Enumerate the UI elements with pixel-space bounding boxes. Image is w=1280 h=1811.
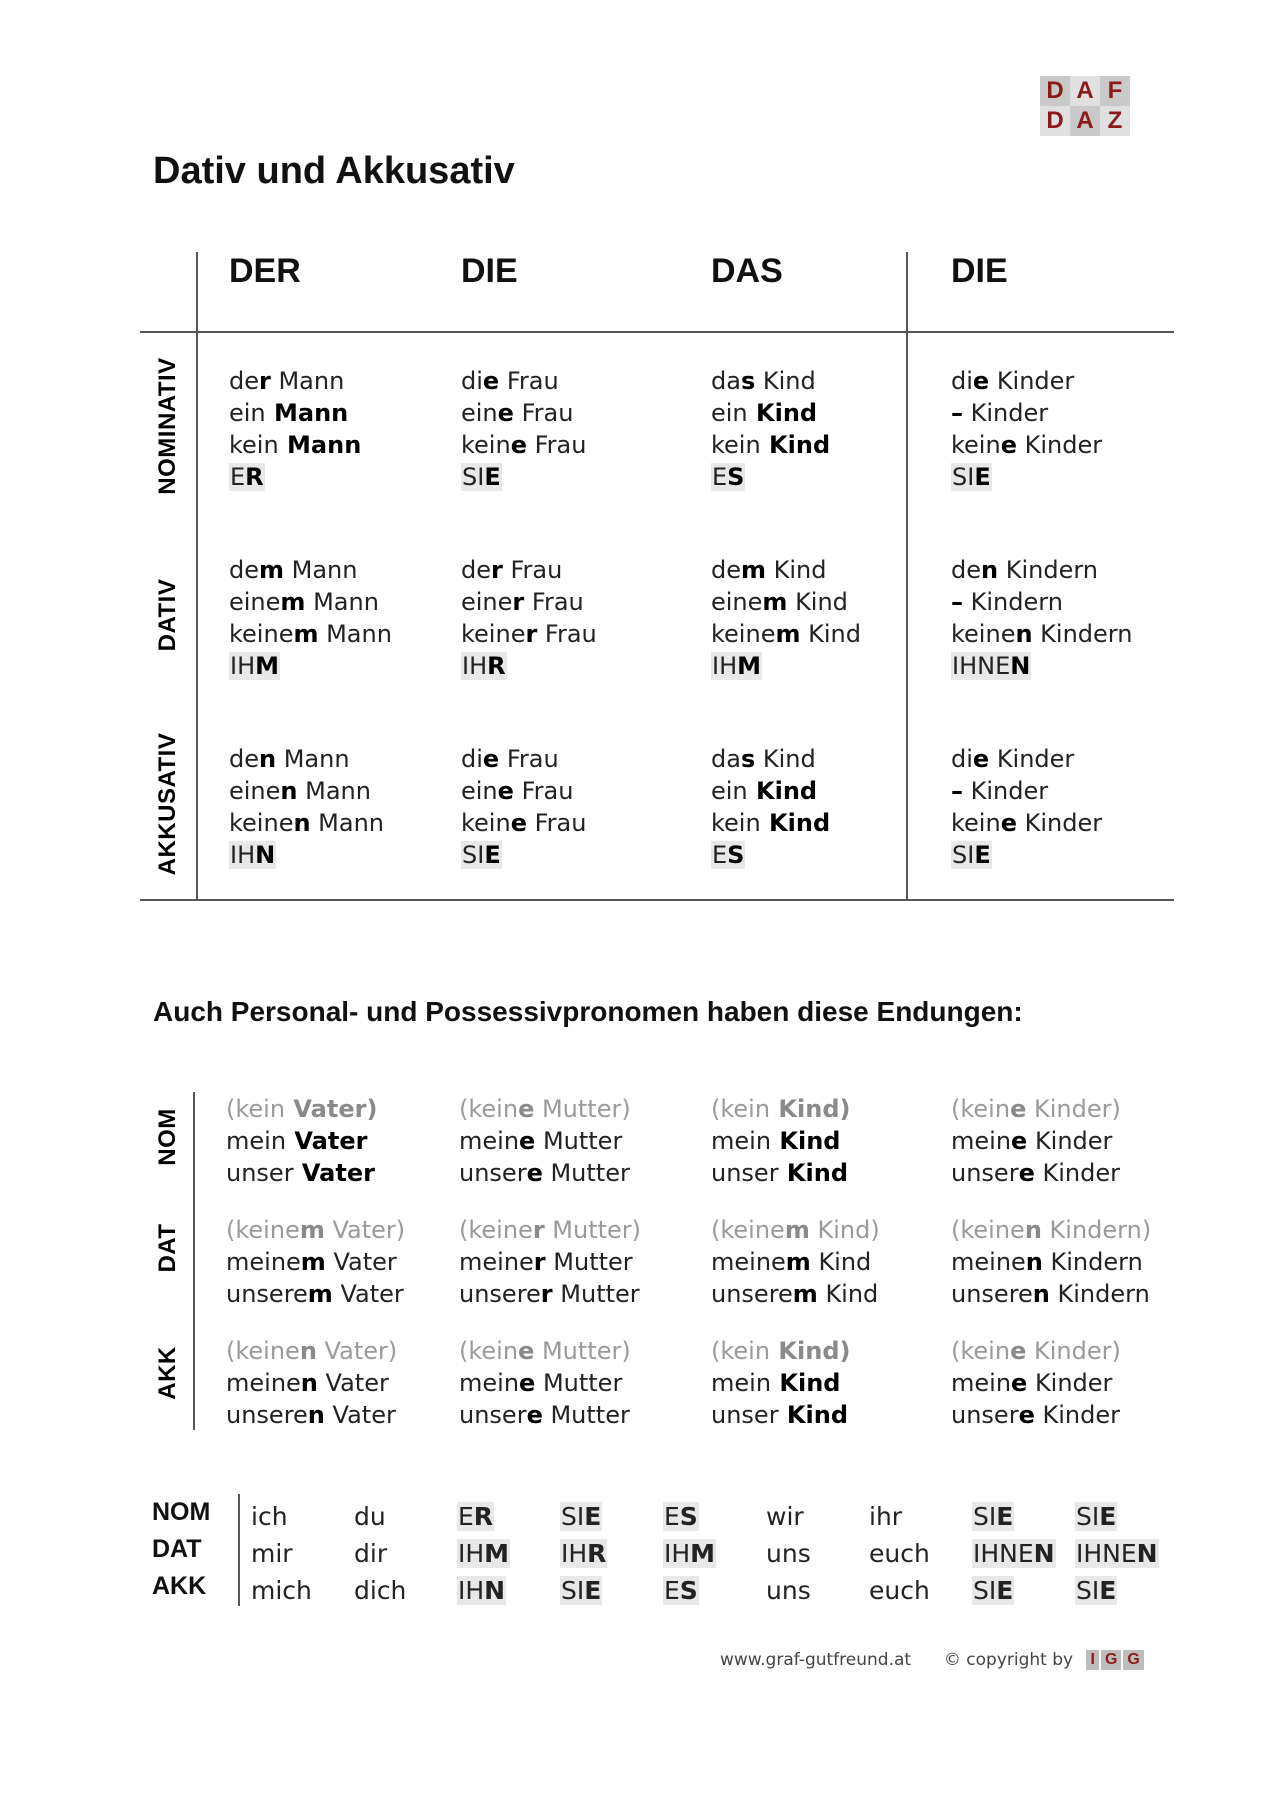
cell-line: keine Kinder	[951, 431, 1103, 459]
pronoun-cell: dir	[354, 1539, 388, 1568]
declension-cell	[951, 743, 1102, 871]
pronoun-cell: IHM	[458, 1539, 510, 1568]
cell-line: (kein Kind)	[711, 1095, 851, 1123]
cell-line: keinem Mann	[229, 620, 392, 648]
column-header-das: DAS	[711, 252, 783, 290]
igg-logo	[1086, 1650, 1143, 1670]
cell-line: mein Vater	[226, 1127, 368, 1155]
cell-line: – Kinder	[951, 777, 1049, 805]
declension-cell	[951, 554, 1132, 682]
pronoun-label-akk: AKK	[152, 1572, 207, 1600]
pronoun-cell: euch	[869, 1539, 930, 1568]
pronoun-cell: du	[354, 1502, 386, 1531]
cell-line: IHNEN	[952, 652, 1031, 680]
possessive-cell	[711, 1335, 850, 1431]
cell-line: unserem Kind	[711, 1280, 879, 1308]
cell-line: unser Kind	[711, 1159, 849, 1187]
pronoun-cell: uns	[766, 1576, 811, 1605]
table-divider	[140, 899, 1174, 901]
cell-line: – Kinder	[951, 399, 1049, 427]
pronoun-cell: SIE	[561, 1576, 602, 1605]
cell-line: den Mann	[229, 745, 350, 773]
declension-cell	[461, 743, 586, 871]
cell-line: ES	[712, 463, 745, 491]
possessive-cell	[951, 1093, 1121, 1189]
possessive-cell	[951, 1335, 1121, 1431]
column-header-die: DIE	[461, 252, 518, 290]
pronoun-cell: IHR	[561, 1539, 607, 1568]
cell-line: kein Kind	[711, 431, 831, 459]
pronoun-label-nom: NOM	[152, 1498, 211, 1526]
possessive-cell	[711, 1093, 850, 1189]
table-divider	[193, 1092, 195, 1430]
column-header-der: DER	[229, 252, 301, 290]
cell-line: einem Mann	[229, 588, 379, 616]
cell-line: den Kindern	[951, 556, 1098, 584]
cell-line: (kein Vater)	[226, 1095, 378, 1123]
cell-line: (keine Kinder)	[951, 1095, 1121, 1123]
logo-letter: F	[1100, 76, 1130, 106]
declension-cell	[461, 554, 597, 682]
website-link[interactable]: www.graf-gutfreund.at	[720, 1650, 912, 1670]
possessive-cell	[951, 1214, 1151, 1310]
cell-line: ein Kind	[711, 399, 818, 427]
cell-line: SIE	[952, 463, 991, 491]
cell-line: (keine Kinder)	[951, 1337, 1121, 1365]
possessive-cell	[226, 1093, 377, 1189]
cell-line: unser Vater	[226, 1159, 375, 1187]
cell-line: unseren Kindern	[951, 1280, 1150, 1308]
pronoun-cell: wir	[766, 1502, 804, 1531]
possessive-cell	[226, 1214, 405, 1310]
pronoun-cell: IHM	[664, 1539, 716, 1568]
footer	[720, 1650, 1144, 1670]
cell-line: ein Mann	[229, 399, 349, 427]
table-divider	[196, 252, 198, 900]
cell-line: unseren Vater	[226, 1401, 396, 1429]
cell-line: die Kinder	[951, 367, 1075, 395]
cell-line: meinen Vater	[226, 1369, 389, 1397]
declension-cell	[711, 743, 830, 871]
cell-line: (keine Mutter)	[459, 1337, 631, 1365]
cell-line: dem Kind	[711, 556, 827, 584]
cell-line: (kein Kind)	[711, 1337, 851, 1365]
cell-line: (keinen Kindern)	[951, 1216, 1152, 1244]
declension-cell	[951, 365, 1102, 493]
cell-line: eine Frau	[461, 777, 574, 805]
cell-line: ES	[712, 841, 745, 869]
possessive-cell	[459, 1093, 631, 1189]
cell-line: unsere Mutter	[459, 1401, 630, 1429]
pronoun-row	[251, 1572, 1175, 1609]
cell-line: IHM	[230, 652, 280, 680]
igg-letter: G	[1123, 1650, 1143, 1670]
pronoun-divider	[238, 1494, 240, 1606]
pronoun-cell: SIE	[973, 1502, 1014, 1531]
pronoun-cell: SIE	[1076, 1576, 1117, 1605]
cell-line: dem Mann	[229, 556, 358, 584]
cell-line: die Frau	[461, 745, 559, 773]
pronoun-cell: ER	[458, 1502, 494, 1531]
pronoun-cell: IHNEN	[973, 1539, 1055, 1568]
cell-line: IHR	[462, 652, 506, 680]
cell-line: einen Mann	[229, 777, 371, 805]
possessive-cell	[226, 1335, 397, 1431]
cell-line: keinen Kindern	[951, 620, 1133, 648]
logo-letter: A	[1070, 106, 1100, 136]
cell-line: meinem Kind	[711, 1248, 872, 1276]
cell-line: unsere Mutter	[459, 1159, 630, 1187]
declension-cell	[711, 365, 830, 493]
pronoun-labels	[152, 1498, 210, 1609]
cell-line: meine Kinder	[951, 1127, 1113, 1155]
cell-line: keine Frau	[461, 431, 587, 459]
cell-line: der Frau	[461, 556, 563, 584]
pronoun-row	[251, 1535, 1175, 1572]
cell-line: unserem Vater	[226, 1280, 404, 1308]
cell-line: meine Mutter	[459, 1127, 623, 1155]
igg-letter: I	[1086, 1650, 1098, 1670]
pronoun-cell: ES	[664, 1576, 698, 1605]
row-label-akk: AKK	[154, 1346, 181, 1400]
pronoun-table	[251, 1498, 1175, 1609]
copyright-text: © copyright by	[943, 1650, 1074, 1670]
cell-line: meiner Mutter	[459, 1248, 633, 1276]
cell-line: (keinem Vater)	[226, 1216, 406, 1244]
pronoun-cell: SIE	[1076, 1502, 1117, 1531]
cell-line: die Frau	[461, 367, 559, 395]
dafdaz-logo	[1040, 76, 1130, 136]
cell-line: eine Frau	[461, 399, 574, 427]
row-label-dat: DAT	[154, 1223, 181, 1273]
logo-letter: A	[1070, 76, 1100, 106]
possessive-cell	[711, 1214, 880, 1310]
cell-line: keine Frau	[461, 809, 587, 837]
possessive-cell	[459, 1335, 631, 1431]
cell-line: SIE	[952, 841, 991, 869]
pronoun-grid	[251, 1498, 1175, 1609]
pronoun-cell: SIE	[973, 1576, 1014, 1605]
cell-line: die Kinder	[951, 745, 1075, 773]
cell-line: mein Kind	[711, 1369, 841, 1397]
pronoun-cell: IHN	[458, 1576, 506, 1605]
cell-line: einem Kind	[711, 588, 848, 616]
cell-line: meine Kinder	[951, 1369, 1113, 1397]
pronoun-cell: ihr	[869, 1502, 903, 1531]
table-divider	[140, 331, 1174, 333]
cell-line: SIE	[462, 841, 501, 869]
cell-line: unser Kind	[711, 1401, 849, 1429]
declension-cell	[711, 554, 861, 682]
cell-line: keinem Kind	[711, 620, 861, 648]
row-label-dativ: DATIV	[154, 578, 181, 652]
possessive-cell	[459, 1214, 641, 1310]
cell-line: kein Kind	[711, 809, 831, 837]
table-divider	[906, 252, 908, 900]
cell-line: keiner Frau	[461, 620, 597, 648]
logo-letter: D	[1040, 76, 1070, 106]
section-subtitle: Auch Personal- und Possessivpronomen haben diese Endungen:	[153, 996, 1023, 1027]
pronoun-cell: SIE	[561, 1502, 602, 1531]
declension-cell	[461, 365, 586, 493]
cell-line: keinen Mann	[229, 809, 385, 837]
cell-line: kein Mann	[229, 431, 362, 459]
cell-line: das Kind	[711, 745, 816, 773]
cell-line: meinem Vater	[226, 1248, 397, 1276]
cell-line: SIE	[462, 463, 501, 491]
cell-line: keine Kinder	[951, 809, 1103, 837]
cell-line: (keiner Mutter)	[459, 1216, 642, 1244]
cell-line: mein Kind	[711, 1127, 841, 1155]
cell-line: ER	[230, 463, 264, 491]
cell-line: ein Kind	[711, 777, 818, 805]
cell-line: (keine Mutter)	[459, 1095, 631, 1123]
pronoun-label-dat: DAT	[152, 1535, 202, 1563]
declension-cell	[229, 554, 392, 682]
cell-line: meinen Kindern	[951, 1248, 1143, 1276]
cell-line: das Kind	[711, 367, 816, 395]
cell-line: unsere Kinder	[951, 1401, 1120, 1429]
cell-line: unserer Mutter	[459, 1280, 640, 1308]
pronoun-cell: ES	[664, 1502, 698, 1531]
cell-line: (keinem Kind)	[711, 1216, 880, 1244]
pronoun-row	[251, 1498, 1175, 1535]
pronoun-cell: IHNEN	[1076, 1539, 1158, 1568]
pronoun-cell: euch	[869, 1576, 930, 1605]
row-label-nom: NOM	[154, 1108, 181, 1166]
row-label-akkusativ: AKKUSATIV	[154, 732, 181, 876]
cell-line: IHM	[712, 652, 762, 680]
cell-line: unsere Kinder	[951, 1159, 1120, 1187]
pronoun-cell: dich	[354, 1576, 407, 1605]
cell-line: (keinen Vater)	[226, 1337, 398, 1365]
pronoun-cell: uns	[766, 1539, 811, 1568]
pronoun-cell: ich	[251, 1502, 288, 1531]
pronoun-cell: mir	[251, 1539, 293, 1568]
page-title: Dativ und Akkusativ	[153, 150, 515, 192]
igg-letter: G	[1101, 1650, 1121, 1670]
cell-line: – Kindern	[951, 588, 1063, 616]
cell-line: der Mann	[229, 367, 345, 395]
logo-letter: Z	[1100, 106, 1130, 136]
cell-line: meine Mutter	[459, 1369, 623, 1397]
pronoun-cell: mich	[251, 1576, 312, 1605]
cell-line: einer Frau	[461, 588, 584, 616]
row-label-nominativ: NOMINATIV	[154, 357, 181, 495]
declension-cell	[229, 365, 361, 493]
column-header-die-plural: DIE	[951, 252, 1008, 290]
logo-letter: D	[1040, 106, 1070, 136]
declension-cell	[229, 743, 384, 871]
cell-line: IHN	[230, 841, 276, 869]
